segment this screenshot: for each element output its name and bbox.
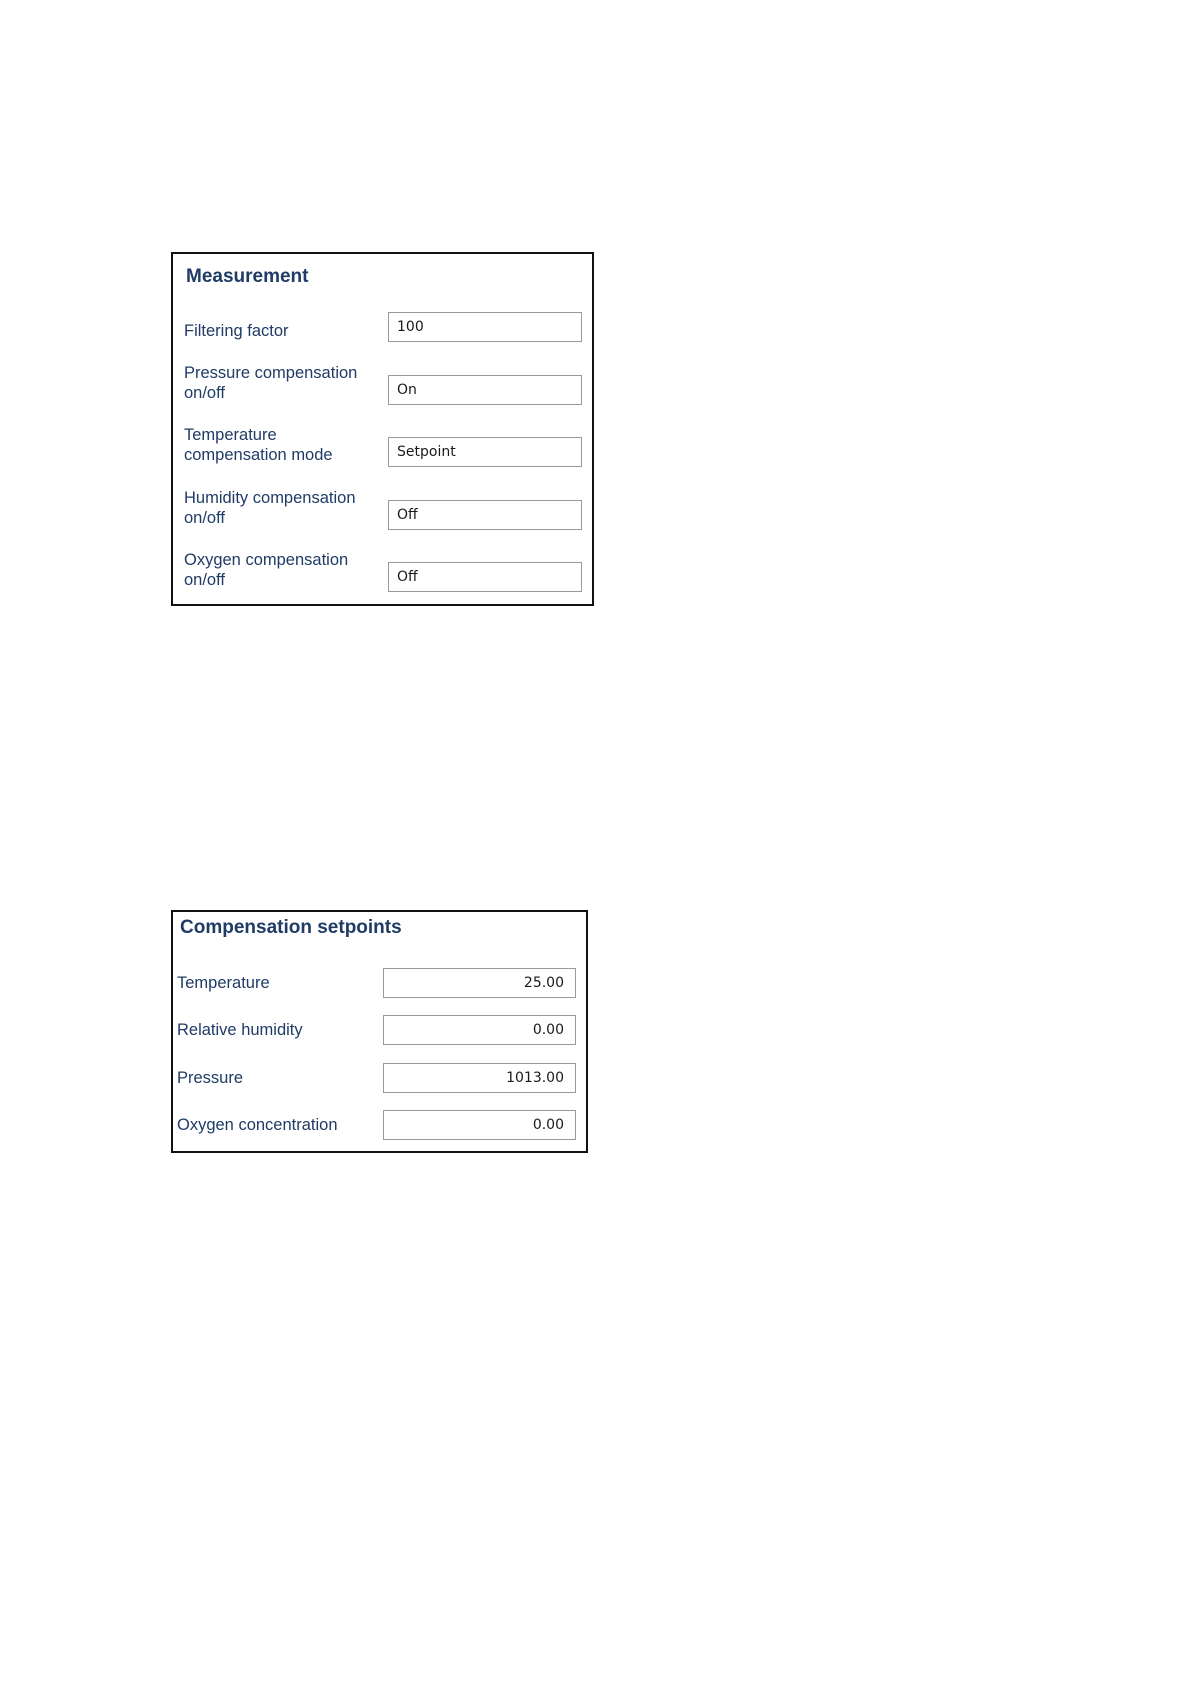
oxygen-setpoint-field[interactable]: 0.00 bbox=[383, 1110, 576, 1140]
oxygen-setpoint-label: Oxygen concentration bbox=[177, 1116, 338, 1134]
label-line: on/off bbox=[184, 509, 225, 527]
label-line: Humidity compensation bbox=[184, 489, 356, 507]
pressure-compensation-label bbox=[184, 363, 374, 403]
temperature-setpoint-label: Temperature bbox=[177, 974, 270, 992]
temperature-compensation-label bbox=[184, 425, 374, 465]
temperature-compensation-field[interactable]: Setpoint bbox=[388, 437, 582, 467]
label-line: Pressure compensation bbox=[184, 364, 358, 382]
humidity-setpoint-label: Relative humidity bbox=[177, 1021, 303, 1039]
label-line: Temperature bbox=[184, 426, 277, 444]
filtering-factor-label bbox=[184, 321, 374, 341]
label-line: compensation mode bbox=[184, 446, 333, 464]
label-line: on/off bbox=[184, 571, 225, 589]
label-line: on/off bbox=[184, 384, 225, 402]
temperature-setpoint-field[interactable]: 25.00 bbox=[383, 968, 576, 998]
oxygen-compensation-field[interactable]: Off bbox=[388, 562, 582, 592]
pressure-compensation-field[interactable]: On bbox=[388, 375, 582, 405]
label-line: Filtering factor bbox=[184, 322, 289, 340]
measurement-title: Measurement bbox=[186, 266, 309, 287]
measurement-panel bbox=[171, 252, 594, 606]
humidity-setpoint-field[interactable]: 0.00 bbox=[383, 1015, 576, 1045]
oxygen-compensation-label bbox=[184, 550, 374, 590]
compensation-setpoints-panel bbox=[171, 910, 588, 1153]
compensation-setpoints-title: Compensation setpoints bbox=[180, 917, 402, 938]
humidity-compensation-label bbox=[184, 488, 374, 528]
humidity-compensation-field[interactable]: Off bbox=[388, 500, 582, 530]
pressure-setpoint-label: Pressure bbox=[177, 1069, 244, 1087]
pressure-setpoint-field[interactable]: 1013.00 bbox=[383, 1063, 576, 1093]
label-line: Oxygen compensation bbox=[184, 551, 349, 569]
filtering-factor-field[interactable]: 100 bbox=[388, 312, 582, 342]
